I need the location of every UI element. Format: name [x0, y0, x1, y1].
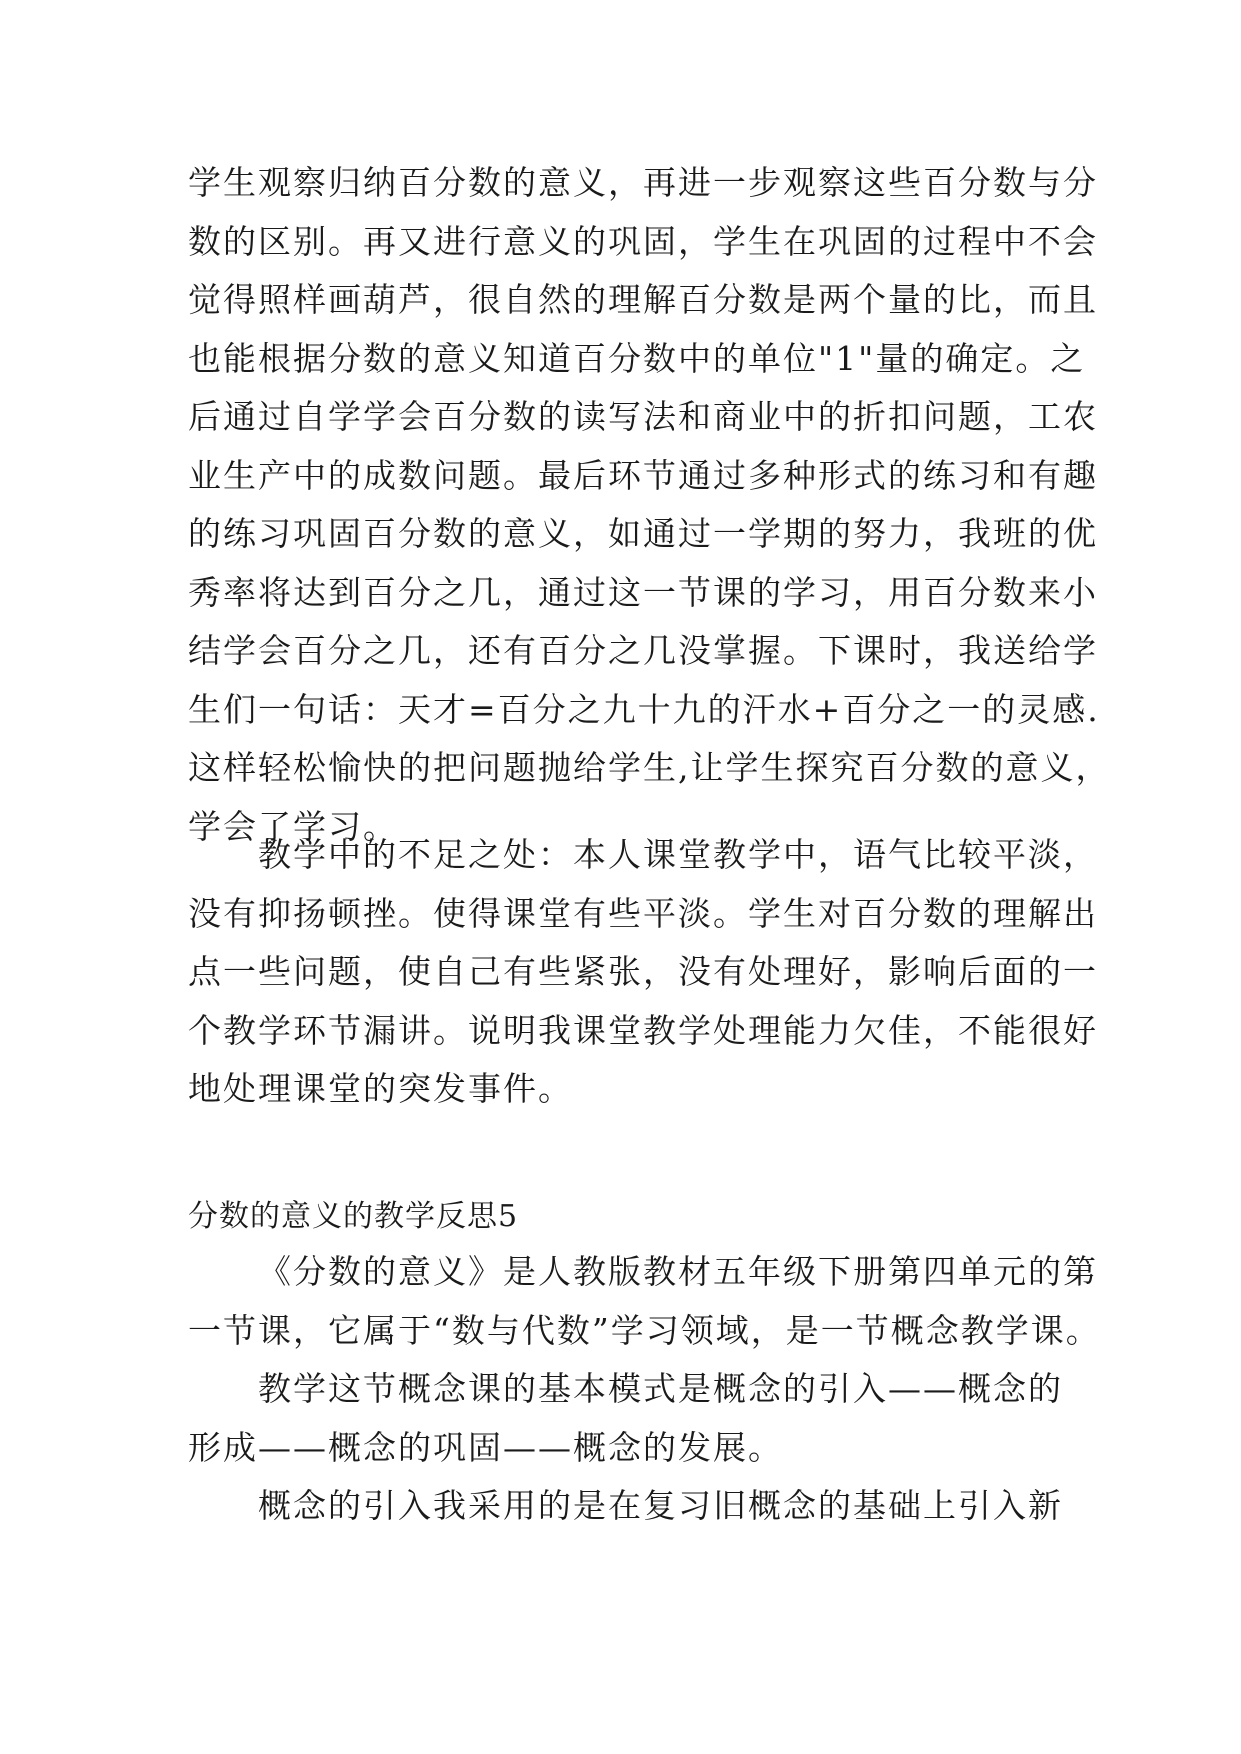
shortcoming-paragraph [188, 826, 1098, 1119]
text-line: 点一些问题，使自己有些紧张，没有处理好，影响后面的一 [188, 952, 1098, 991]
text-line: 觉得照样画葫芦，很自然的理解百分数是两个量的比，而且 [188, 280, 1098, 319]
text-line: 地处理课堂的突发事件。 [188, 1069, 573, 1108]
text-line: 后通过自学学会百分数的读写法和商业中的折扣问题，工农 [188, 397, 1098, 436]
text-line: 概念的引入我采用的是在复习旧概念的基础上引入新 [258, 1486, 1063, 1525]
text-line: 《分数的意义》是人教版教材五年级下册第四单元的第 [258, 1252, 1098, 1291]
text-line: 教学这节概念课的基本模式是概念的引入——概念的 [258, 1369, 1063, 1408]
text-line: 形成——概念的巩固——概念的发展。 [188, 1427, 783, 1467]
text-line: 学生观察归纳百分数的意义，再进一步观察这些百分数与分 [188, 163, 1098, 202]
continuation-paragraph [188, 154, 1111, 856]
text-line: 生们一句话：天才=百分之九十九的汗水+百分之一的灵感. [188, 689, 1100, 729]
text-line: 教学中的不足之处：本人课堂教学中，语气比较平淡， [258, 835, 1098, 874]
section-heading: 分数的意义的教学反思5 [188, 1199, 519, 1234]
text-line: 结学会百分之几，还有百分之几没掌握。下课时，我送给学 [188, 631, 1098, 670]
text-line: 的练习巩固百分数的意义，如通过一学期的努力，我班的优 [188, 514, 1098, 553]
text-line: 个教学环节漏讲。说明我课堂教学处理能力欠佳，不能很好 [188, 1010, 1098, 1050]
text-line: 数的区别。再又进行意义的巩固，学生在巩固的过程中不会 [188, 221, 1098, 261]
section-body [188, 1243, 1101, 1536]
text-line: 一节课，它属于“数与代数”学习领域，是一节概念教学课。 [188, 1310, 1101, 1350]
text-line: 没有抑扬顿挫。使得课堂有些平淡。学生对百分数的理解出 [188, 893, 1098, 933]
text-line: 学会了学习。 [188, 806, 398, 846]
text-line: 业生产中的成数问题。最后环节通过多种形式的练习和有趣 [188, 455, 1098, 495]
text-line: 秀率将达到百分之几，通过这一节课的学习，用百分数来小 [188, 572, 1098, 612]
text-line: 也能根据分数的意义知道百分数中的单位"1"量的确定。之 [188, 338, 1086, 378]
text-line: 这样轻松愉快的把问题抛给学生,让学生探究百分数的意义， [188, 748, 1111, 787]
